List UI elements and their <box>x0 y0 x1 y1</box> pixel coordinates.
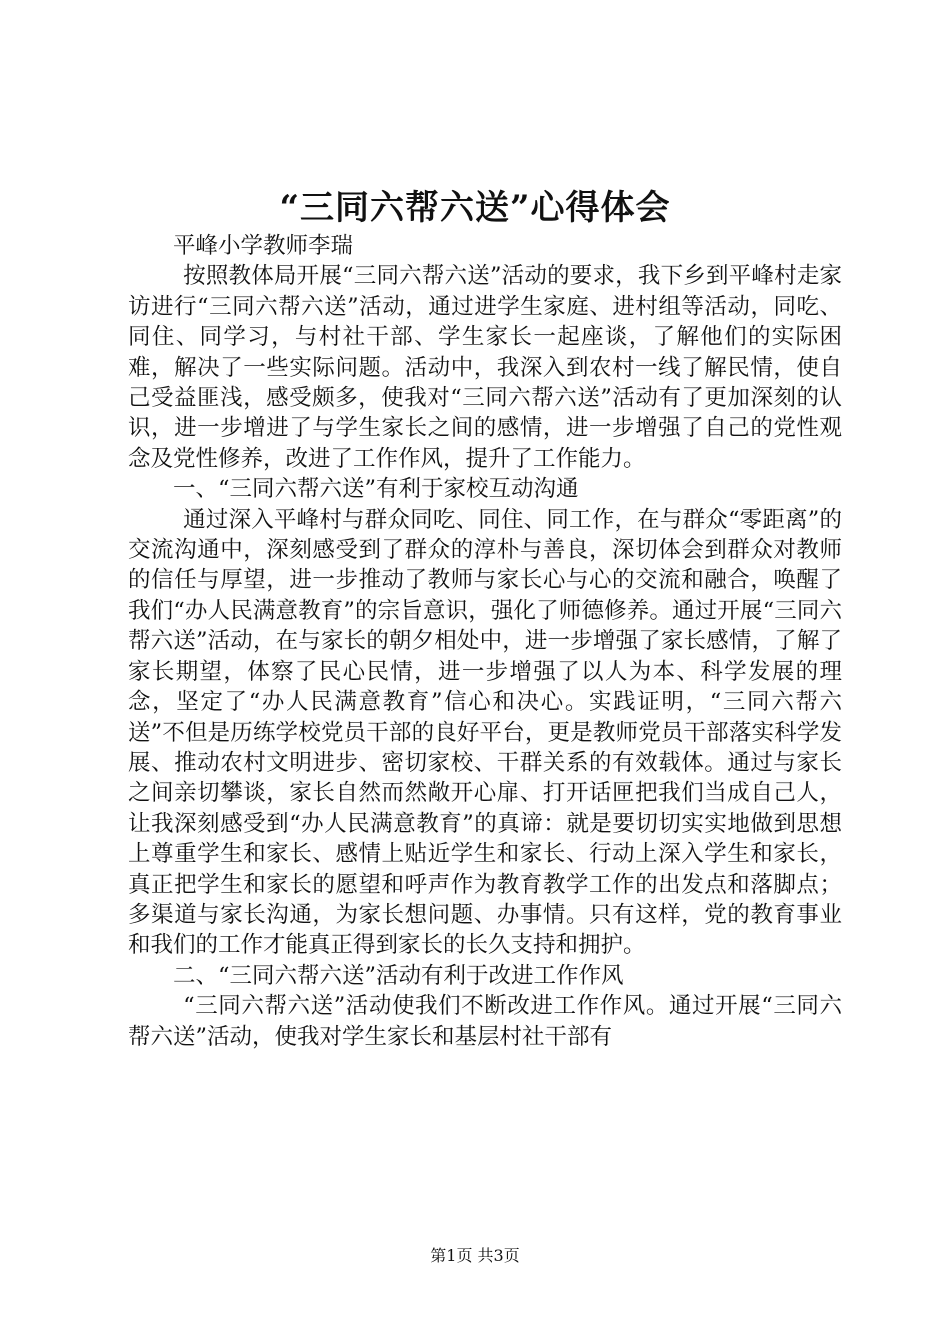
author-line: 平峰小学教师李瑞 <box>173 233 354 259</box>
paragraph-intro: 按照教体局开展“三同六帮六送”活动的要求，我下乡到平峰村走家访进行“三同六帮六送”活动，通过进学生家庭、进村组等活动，同吃、同住、同学习，与村社干部、学生家长一起座谈，了解他们的实际困难，解决了一些实际问题。活动中，我深入到农村一线了解民情，使自己受益匪浅，感受颇多，使我对“三同六帮六送”活动有了更加深刻的认识，进一步增进了与学生家长之间的感情，进一步增强了自己的党性观念及党性修养，改进了工作作风，提升了工作能力。 <box>128 263 842 472</box>
document-title: “三同六帮六送”心得体会 <box>279 188 671 228</box>
document-body <box>128 231 842 1052</box>
page-footer: 第1页 共3页 <box>430 1246 520 1265</box>
section-heading-1: 一、“三同六帮六送”有利于家校互动沟通 <box>173 476 579 503</box>
section-heading-2: 二、“三同六帮六送”活动有利于改进工作作风 <box>173 962 624 989</box>
paragraph-section-1: 通过深入平峰村与群众同吃、同住、同工作，在与群众“零距离”的交流沟通中，深刻感受到了群众的淳朴与善良，深切体会到群众对教师的信任与厚望，进一步推动了教师与家长心与心的交流和融合，唤醒了我们“办人民满意教育”的宗旨意识，强化了师德修养。通过开展“三同六帮六送”活动，在与家长的朝夕相处中，进一步增强了家长感情，了解了家长期望，体察了民心民情，进一步增强了以人为本、科学发展的理念，坚定了“办人民满意教育”信心和决心。实践证明，“三同六帮六送”不但是历练学校党员干部的良好平台，更是教师党员干部落实科学发展、推动农村文明进步、密切家校、干群关系的有效载体。通过与家长之间亲切攀谈，家长自然而然敞开心扉、打开话匣把我们当成自己人，让我深刻感受到“办人民满意教育”的真谛：就是要切切实实地做到思想上尊重学生和家长、感情上贴近学生和家长、行动上深入学生和家长，真正把学生和家长的愿望和呼声作为教育教学工作的出发点和落脚点；多渠道与家长沟通，为家长想问题、办事情。只有这样，党的教育事业和我们的工作才能真正得到家长的长久支持和拥护。 <box>128 506 842 959</box>
paragraph-section-2: “三同六帮六送”活动使我们不断改进工作作风。通过开展“三同六帮六送”活动，使我对学生家长和基层村社干部有 <box>128 993 842 1050</box>
